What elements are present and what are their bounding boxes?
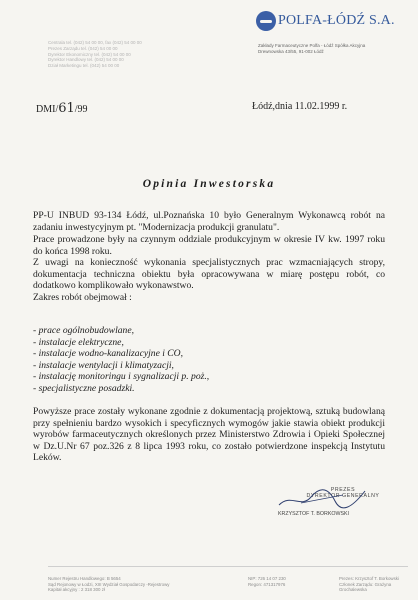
contact-line: Dyrektor Handlowy tel. (042) 54 00 00 (48, 57, 124, 63)
scope-label: Zakres robót obejmował : (33, 292, 132, 303)
reference-prefix: DMI/ (36, 104, 59, 115)
document-reference (36, 101, 88, 116)
footer-line: Kapitał akcyjny : 2 318 300 zł (48, 587, 105, 593)
document-title: Opinia Inwestorska (142, 178, 276, 190)
footer-line: Regon: 471317976 (248, 581, 286, 587)
list-item: - instalacje wentylacji i klimatyzacji, (33, 359, 174, 371)
footer-line: Sąd Rejonowy w Łodzi, XIII Wydział Gospodarczy -Rejestrowy (48, 581, 170, 587)
contact-line: Dyrektor Ekonomiczny tel. (042) 54 00 00 (48, 51, 131, 57)
signatory-name: KRZYSZTOF T. BORKOWSKI (278, 511, 350, 517)
paragraph-documentation: Z uwagi na konieczność wykonania specjalistycznych prac wzmacniających stropy, dokumentacja techniczna obiektu była opracowywana w miarę postępu robót, co dodatkowo komplikowało wykonawstwo. (33, 257, 385, 291)
paragraph-contractor: PP-U INBUD 93-134 Łódź, ul.Poznańska 10 było Generalnym Wykonawcą robót na zadaniu inwestycyjnym pt. "Modernizacja produkcji granulatu". (33, 210, 385, 233)
contact-line: Prezes Zarządu tel. (042) 54 00 00 (48, 45, 118, 51)
contact-line: Centrala tel. (042) 54 00 00, fax (042) 54 00 00 (48, 40, 142, 45)
company-brand: POLFA-ŁÓDŹ S.A. (278, 13, 395, 28)
footer-line: Numer Rejestru Handlowego: B 5654 (48, 576, 121, 581)
stamp-title: PREZES (330, 487, 356, 493)
scope-list (33, 325, 209, 395)
footer-registration (48, 576, 169, 593)
paragraph-conclusion: Powyższe prace zostały wykonane zgodnie z dokumentacją projektową, sztuką budowlaną przy spełnieniu bardzo wysokich i specyficznych wymogów jakie stawia obiekt produkcji wyrobów farmaceutycznych określonych przez Ministerstwo Zdrowia i Opieki Społecznej w Dz.U.Nr 67 poz.326 z 8 lipca 1993 roku, co zostało potwierdzone inspekcją Instytutu Leków. (33, 406, 385, 463)
list-item: - instalacje elektryczne, (33, 336, 124, 348)
company-name-line: Zakłady Farmaceutyczne Polfa - Łódź Spółka Akcyjna (258, 43, 366, 48)
company-logo-icon (256, 11, 276, 31)
contact-list (48, 40, 142, 69)
company-address (258, 43, 408, 55)
footer-divider (48, 566, 408, 567)
handwritten-signature (271, 483, 371, 513)
paragraph-period: Prace prowadzone były na czynnym oddziale produkcyjnym w okresie IV kw. 1997 roku do końca 1998 roku. (33, 234, 385, 257)
list-item: - instalację monitoringu i sygnalizacji p. poż., (33, 371, 210, 383)
list-item: - instalacje wodno-kanalizacyjne i CO, (33, 348, 184, 360)
reference-number: 61 (58, 101, 75, 116)
contact-line: Dział Marketingu tel. (042) 54 00 00 (48, 63, 120, 69)
footer-line: NIP: 726 14 07 230 (248, 576, 286, 581)
stamp-position: DYREKTOR GENERALNY (306, 493, 380, 499)
list-item: - prace ogólnobudowlane, (33, 325, 134, 336)
footer-line: Prezes: Krzysztof T. Borkowski (339, 576, 399, 581)
reference-suffix: /99 (74, 104, 88, 115)
company-address-line: Drewnowska 43/55, 91-002 Łódź (258, 49, 324, 54)
footer-line: Członek Zarządu: Grażyna Grochalewska (339, 581, 392, 593)
footer-tax-ids (248, 576, 286, 587)
document-date: Łódź,dnia 11.02.1999 r. (252, 101, 348, 112)
list-item: - specjalistyczne posadzki. (33, 382, 135, 394)
footer-management (339, 576, 418, 593)
